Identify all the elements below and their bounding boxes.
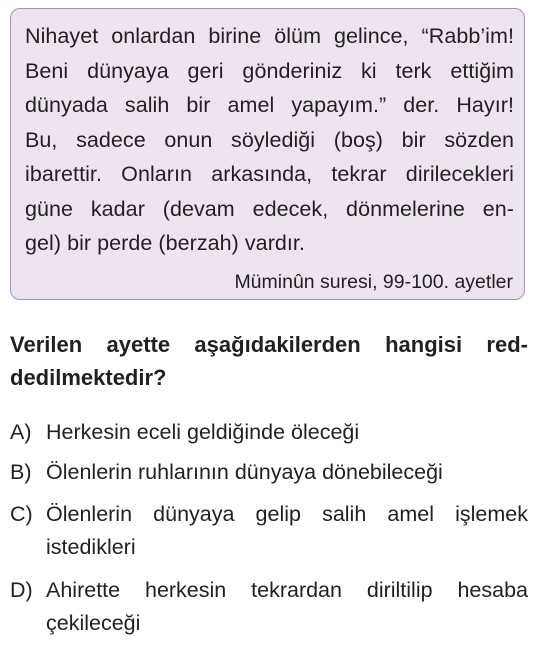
answer-option-c[interactable]: [10, 498, 528, 564]
option-line: istedikleri: [46, 535, 136, 559]
option-line: Ahirette herkesin tekrardan diriltilip hesaba: [46, 578, 528, 602]
verse-line: Beni dünyaya geri gönderiniz ki terk ettiğim: [25, 58, 514, 83]
option-letter: C): [10, 502, 33, 526]
answer-option-d[interactable]: [10, 574, 528, 640]
question-stem: [10, 328, 528, 394]
verse-line: güne kadar (devam edecek, dönmelerine en-: [25, 196, 514, 221]
option-line: çekileceği: [46, 611, 141, 635]
verse-line: Nihayet onlardan birine ölüm gelince, “Rabb’im!: [25, 24, 514, 48]
option-text: [46, 456, 528, 489]
option-letter: A): [10, 420, 32, 444]
option-text: [46, 498, 528, 564]
option-line: Herkesin eceli geldiğinde öleceği: [46, 420, 360, 444]
option-letter: D): [10, 578, 33, 602]
question-line: dedilmektedir?: [10, 365, 167, 390]
verse-line: dünyada salih bir amel yapayım.” der. Hayır!: [25, 93, 514, 117]
option-letter: B): [10, 460, 32, 484]
verse-line: gel) bir perde (berzah) vardır.: [25, 231, 305, 255]
option-line: Ölenlerin dünyaya gelip salih amel işlemek: [46, 502, 528, 526]
question-line: Verilen ayette aşağıdakilerden hangisi red-: [10, 332, 528, 357]
option-text: [46, 416, 528, 449]
option-text: [46, 574, 528, 640]
verse-line: Bu, sadece onun söylediği (boş) bir sözden: [25, 127, 514, 152]
verse-line: ibarettir. Onların arkasında, tekrar dirilecekleri: [25, 162, 514, 186]
option-line: Ölenlerin ruhlarının dünyaya dönebileceği: [46, 460, 443, 484]
verse-source: Müminûn suresi, 99-100. ayetler: [234, 270, 513, 293]
answer-option-b[interactable]: [10, 456, 528, 489]
answer-option-a[interactable]: [10, 416, 528, 449]
verse-quote-box: [10, 8, 525, 300]
